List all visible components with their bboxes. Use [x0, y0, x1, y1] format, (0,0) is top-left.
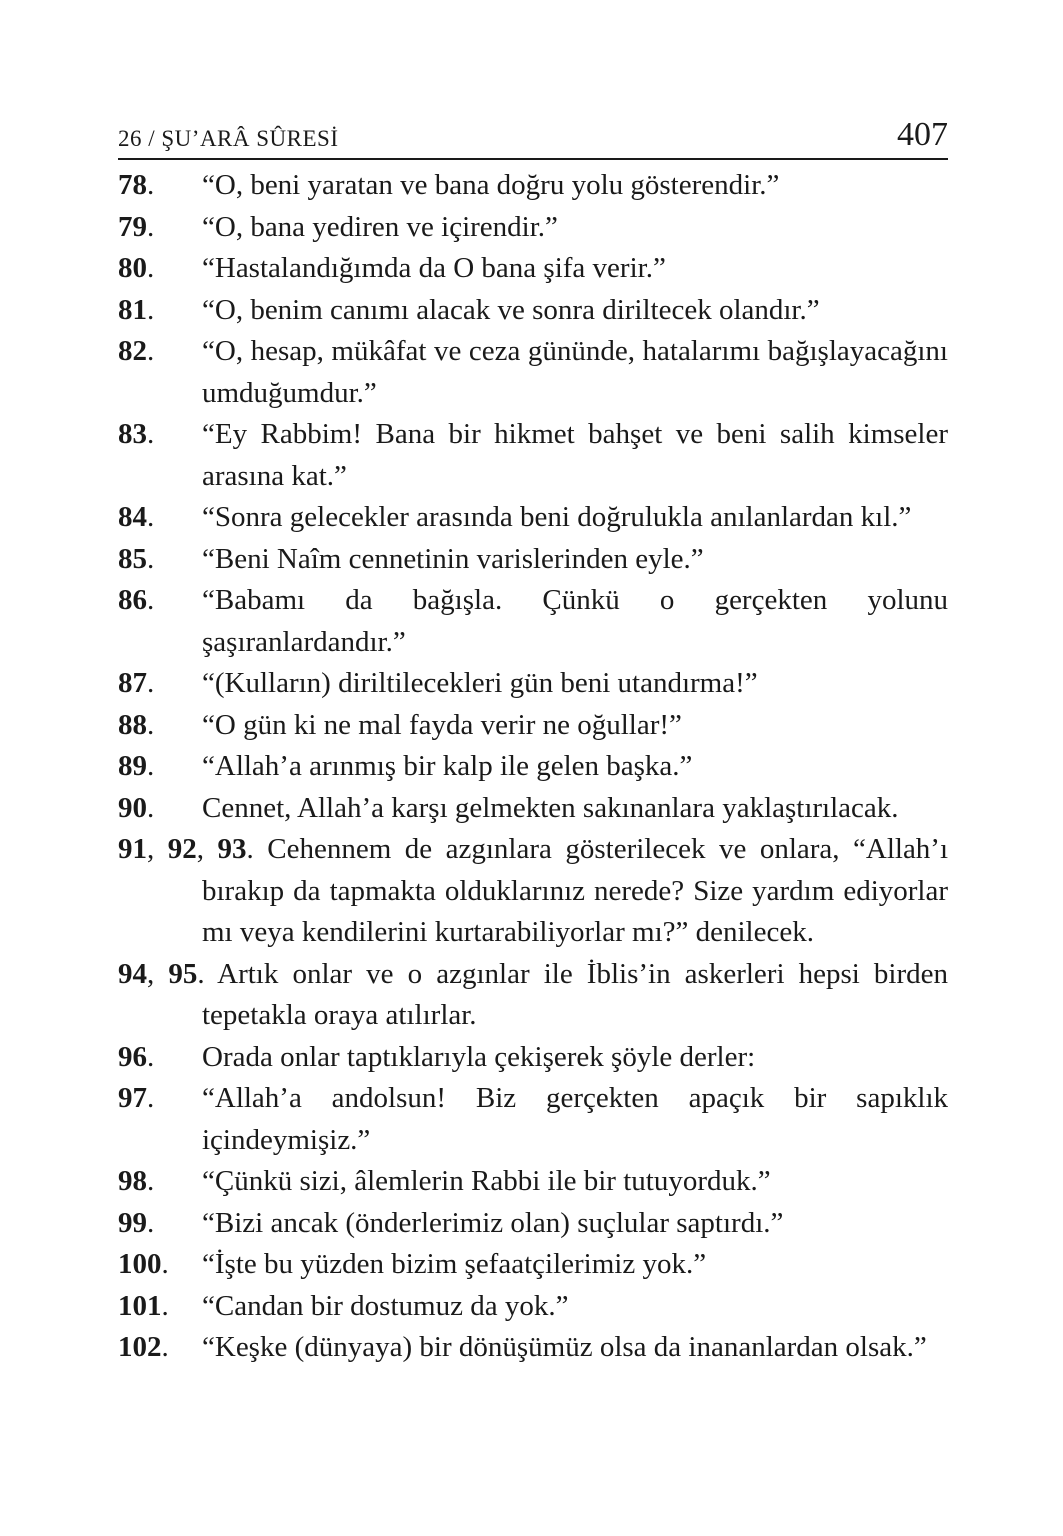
- verse-18: [118, 1203, 948, 1245]
- verse-2: [118, 248, 948, 290]
- verse-4: [118, 331, 948, 414]
- verse-number: 88.: [118, 708, 155, 741]
- verse-number: 82.: [118, 335, 155, 367]
- verse-text: Cennet, Allah’a karşı gelmekten sakınanlara yaklaştırılacak.: [202, 791, 899, 824]
- verse-number: 83.: [118, 418, 155, 450]
- verse-12: [118, 788, 948, 830]
- verse-11: [118, 746, 948, 788]
- verse-1: [118, 207, 948, 249]
- verse-number: 80.: [118, 252, 155, 284]
- verse-text: “Beni Naîm cennetinin varislerinden eyle.”: [202, 542, 704, 575]
- verse-text: Orada onlar taptıklarıyla çekişerek şöyle derler:: [202, 1040, 756, 1073]
- verse-text: “Candan bir dostumuz da yok.”: [202, 1289, 569, 1322]
- verse-text: “İşte bu yüzden bizim şefaatçilerimiz yok.”: [202, 1248, 707, 1280]
- verse-text: “Babamı da bağışla. Çünkü o gerçekten yolunu şaşıranlardandır.”: [202, 584, 948, 658]
- running-title: 26 / ŞU’ARÂ SÛRESİ: [118, 126, 339, 151]
- verse-text: Cehennem de azgınlara gösterilecek ve onlara, “Allah’ı bırakıp da tapmakta olduklarınız nerede? Size yardım ediyorlar mı veya kendilerini kurtarabiliyorlar mı?” denilecek.: [202, 833, 949, 948]
- verse-5: [118, 414, 948, 497]
- verse-number: 99.: [118, 1206, 155, 1239]
- verse-number: 78.: [118, 169, 155, 201]
- verse-number: 79.: [118, 210, 155, 243]
- verse-7: [118, 539, 948, 581]
- verse-10: [118, 705, 948, 747]
- verse-number: 85.: [118, 542, 155, 575]
- verse-text: “O gün ki ne mal fayda verir ne oğullar!”: [202, 708, 682, 741]
- verse-text: “O, hesap, mükâfat ve ceza gününde, hatalarımı bağışlayacağını umduğumdur.”: [202, 335, 948, 409]
- verse-number: 101.: [118, 1289, 169, 1322]
- verse-17: [118, 1161, 948, 1203]
- verse-text: “O, beni yaratan ve bana doğru yolu gösterendir.”: [202, 169, 780, 201]
- verse-13: [118, 829, 948, 954]
- verse-text: “Allah’a andolsun! Biz gerçekten apaçık bir sapıklık içindeymişiz.”: [202, 1082, 948, 1156]
- verse-text: “Sonra gelecekler arasında beni doğrulukla anılanlardan kıl.”: [202, 501, 912, 533]
- verse-number: 87.: [118, 667, 155, 699]
- page-header: [118, 112, 948, 160]
- verse-15: [118, 1037, 948, 1079]
- verse-text: “O, bana yediren ve içirendir.”: [202, 210, 558, 243]
- verse-number: 84.: [118, 501, 155, 533]
- verse-text: “Allah’a arınmış bir kalp ile gelen başka.”: [202, 750, 693, 782]
- verse-text: “Ey Rabbim! Bana bir hikmet bahşet ve beni salih kimseler arasına kat.”: [202, 418, 948, 492]
- verse-number: 97.: [118, 1082, 155, 1114]
- verse-3: [118, 290, 948, 332]
- verse-text: “Keşke (dünyaya) bir dönüşümüz olsa da inananlardan olsak.”: [202, 1331, 927, 1363]
- verse-0: [118, 165, 948, 207]
- verse-6: [118, 497, 948, 539]
- verse-20: [118, 1286, 948, 1328]
- verse-number: 96.: [118, 1040, 155, 1073]
- verse-text: “Hastalandığımda da O bana şifa verir.”: [202, 252, 666, 284]
- verse-19: [118, 1244, 948, 1286]
- verse-number: 89.: [118, 750, 155, 782]
- verse-number: 81.: [118, 293, 155, 326]
- verse-text: “Çünkü sizi, âlemlerin Rabbi ile bir tutuyorduk.”: [202, 1165, 771, 1197]
- verse-21: [118, 1327, 948, 1369]
- verse-number: 102.: [118, 1331, 169, 1363]
- verse-16: [118, 1078, 948, 1161]
- verse-text: Artık onlar ve o azgınlar ile İblis’in askerleri hepsi birden tepetakla oraya atılırlar.: [202, 957, 949, 1031]
- verse-9: [118, 663, 948, 705]
- verse-8: [118, 580, 948, 663]
- verse-number: 100.: [118, 1248, 169, 1280]
- verse-number: 90.: [118, 791, 155, 824]
- verse-number: 86.: [118, 584, 155, 616]
- verse-number: 98.: [118, 1165, 155, 1197]
- verse-text: “Bizi ancak (önderlerimiz olan) suçlular saptırdı.”: [202, 1206, 784, 1239]
- page-number: 407: [897, 116, 948, 153]
- verse-text: “(Kulların) diriltilecekleri gün beni utandırma!”: [202, 667, 758, 699]
- verse-text: “O, benim canımı alacak ve sonra diriltecek olandır.”: [202, 293, 820, 326]
- verse-list: [118, 165, 948, 1369]
- verse-number: 94, 95.: [118, 957, 218, 990]
- verse-number: 91, 92, 93.: [118, 833, 268, 865]
- verse-14: [118, 954, 948, 1037]
